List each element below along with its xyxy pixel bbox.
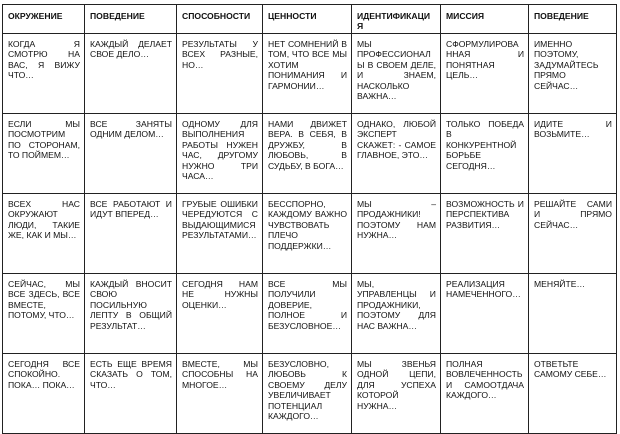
cell-text: СЕГОДНЯ ВСЕ СПОКОЙНО. ПОКА… ПОКА… (8, 359, 80, 390)
table-cell (263, 274, 352, 354)
table-cell (177, 194, 263, 274)
table-cell (263, 194, 352, 274)
table-cell (441, 34, 529, 114)
table-cell (529, 114, 617, 194)
cell-text: МЫ ПРОФЕССИОНАЛЫ В СВОЕМ ДЕЛЕ, И ЗНАЕМ, НАСКОЛЬКО ВАЖНА… (357, 39, 436, 102)
table-cell (177, 34, 263, 114)
cell-text: ИМЕННО ПОЭТОМУ, ЗАДУМАЙТЕСЬ ПРЯМО СЕЙЧАС… (534, 39, 599, 91)
table-cell (85, 34, 177, 114)
table-cell (352, 274, 441, 354)
cell-text: ЕСЛИ МЫ ПОСМОТРИМ ПО СТОРОНАМ, ТО ПОЙМЕМ… (8, 119, 80, 161)
table-cell (3, 194, 85, 274)
table-cell (352, 194, 441, 274)
table-cell (177, 274, 263, 354)
table-cell (352, 34, 441, 114)
cell-text: РЕШАЙТЕ САМИ И ПРЯМО СЕЙЧАС… (534, 199, 612, 230)
cell-text: ВСЕХ НАС ОКРУЖАЮТ ЛЮДИ, ТАКИЕ ЖЕ, КАК И МЫ… (8, 199, 80, 241)
table-cell (3, 274, 85, 354)
cell-text: ТОЛЬКО ПОБЕДА В КОНКУРЕНТНОЙ БОРЬБЕ СЕГОДНЯ… (446, 119, 524, 171)
cell-text: ПОЛНАЯ ВОВЛЕЧЕННОСТЬ И САМООТДАЧА КАЖДОГО… (446, 359, 524, 401)
table-cell (529, 194, 617, 274)
header-cell: ОКРУЖЕНИЕ (3, 5, 85, 34)
table-cell (263, 34, 352, 114)
values-table (2, 4, 617, 434)
table-cell (441, 274, 529, 354)
cell-text: НЕТ СОМНЕНИЙ В ТОМ, ЧТО ВСЕ МЫ ХОТИМ ПОНИМАНИЯ И ГАРМОНИИ… (268, 39, 347, 91)
cell-text: СЕГОДНЯ НАМ НЕ НУЖНЫ ОЦЕНКИ… (182, 279, 258, 310)
table-cell (529, 274, 617, 354)
table-cell (85, 194, 177, 274)
header-cell: ПОВЕДЕНИЕ (529, 5, 617, 34)
table-row (3, 194, 617, 274)
header-row (3, 5, 617, 34)
cell-text: ВСЕ ЗАНЯТЫ ОДНИМ ДЕЛОМ… (90, 119, 172, 140)
cell-text: ГРУБЫЕ ОШИБКИ ЧЕРЕДУЮТСЯ С ВЫДАЮЩИМИСЯ РЕЗУЛЬТАТАМИ… (182, 199, 258, 241)
cell-text: ВМЕСТЕ, МЫ СПОСОБНЫ НА МНОГОЕ… (182, 359, 258, 390)
cell-text: МЫ ЗВЕНЬЯ ОДНОЙ ЦЕПИ, ДЛЯ УСПЕХА КОТОРОЙ НУЖНА… (357, 359, 436, 411)
cell-text: РЕЗУЛЬТАТЫ У ВСЕХ РАЗНЫЕ, НО… (182, 39, 258, 70)
cell-text: КАЖДЫЙ ВНОСИТ СВОЮ ПОСИЛЬНУЮ ЛЕПТУ В ОБЩИЙ РЕЗУЛЬТАТ… (90, 279, 172, 331)
table-cell (263, 114, 352, 194)
cell-text: ВОЗМОЖНОСТЬ И ПЕРСПЕКТИВА РАЗВИТИЯ… (446, 199, 524, 230)
cell-text: КАЖДЫЙ ДЕЛАЕТ СВОЕ ДЕЛО… (90, 39, 172, 60)
cell-text: СФОРМУЛИРОВАННАЯ И ПОНЯТНАЯ ЦЕЛЬ… (446, 39, 524, 81)
table-cell (85, 274, 177, 354)
cell-text: ВСЕ РАБОТАЮТ И ИДУТ ВПЕРЕД… (90, 199, 172, 220)
table-cell (3, 114, 85, 194)
header-cell: МИССИЯ (441, 5, 529, 34)
cell-text: ВСЕ МЫ ПОЛУЧИЛИ ДОВЕРИЕ, ПОЛНОЕ И БЕЗУСЛОВНОЕ… (268, 279, 347, 331)
table-cell (441, 114, 529, 194)
table-cell (85, 114, 177, 194)
header-cell: ЦЕННОСТИ (263, 5, 352, 34)
header-cell: ИДЕНТИФИКАЦИЯ (352, 5, 441, 34)
table-cell (352, 114, 441, 194)
cell-text: ИДИТЕ И ВОЗЬМИТЕ… (534, 119, 612, 140)
header-cell: ПОВЕДЕНИЕ (85, 5, 177, 34)
table-row (3, 114, 617, 194)
table-cell (177, 114, 263, 194)
cell-text: БЕССПОРНО, КАЖДОМУ ВАЖНО ЧУВСТВОВАТЬ ПЛЕЧО ПОДДЕРЖКИ… (268, 199, 347, 251)
table-container (2, 4, 617, 434)
table-row (3, 274, 617, 354)
cell-text: МЫ – ПРОДАЖНИКИ! ПОЭТОМУ НАМ НУЖНА… (357, 199, 436, 241)
table-cell (441, 194, 529, 274)
header-cell: СПОСОБНОСТИ (177, 5, 263, 34)
cell-text: НАМИ ДВИЖЕТ ВЕРА. В СЕБЯ, В ДРУЖБУ, В ЛЮБОВЬ, В СУДЬБУ, В БОГА… (268, 119, 347, 171)
cell-text: ЕСТЬ ЕЩЕ ВРЕМЯ СКАЗАТЬ О ТОМ, ЧТО… (90, 359, 172, 390)
table-cell (3, 34, 85, 114)
table-cell (529, 34, 617, 114)
cell-text: МЕНЯЙТЕ… (534, 279, 586, 289)
cell-text: РЕАЛИЗАЦИЯ НАМЕЧЕННОГО… (446, 279, 521, 300)
table-row (3, 34, 617, 114)
cell-text: СЕЙЧАС, МЫ ВСЕ ЗДЕСЬ, ВСЕ ВМЕСТЕ, ПОТОМУ, ЧТО… (8, 279, 80, 321)
cell-text: МЫ, УПРАВЛЕНЦЫ И ПРОДАЖНИКИ, ПОЭТОМУ ДЛЯ НАС ВАЖНА… (357, 279, 436, 331)
cell-text: КОГДА Я СМОТРЮ НА ВАС, Я ВИЖУ ЧТО… (8, 39, 80, 81)
cell-text: ОДНОМУ ДЛЯ ВЫПОЛНЕНИЯ РАБОТЫ НУЖЕН ЧАС, ДРУГОМУ НУЖНО ТРИ ЧАСА… (182, 119, 258, 182)
cell-text: БЕЗУСЛОВНО, ЛЮБОВЬ К СВОЕМУ ДЕЛУ УВЕЛИЧИВАЕТ ПОТЕНЦИАЛ КАЖДОГО… (268, 359, 347, 422)
cell-text: ОТВЕТЬТЕ САМОМУ СЕБЕ… (534, 359, 607, 380)
cell-text: ОДНАКО, ЛЮБОЙ ЭКСПЕРТ СКАЖЕТ: - САМОЕ ГЛАВНОЕ, ЭТО… (357, 119, 436, 161)
